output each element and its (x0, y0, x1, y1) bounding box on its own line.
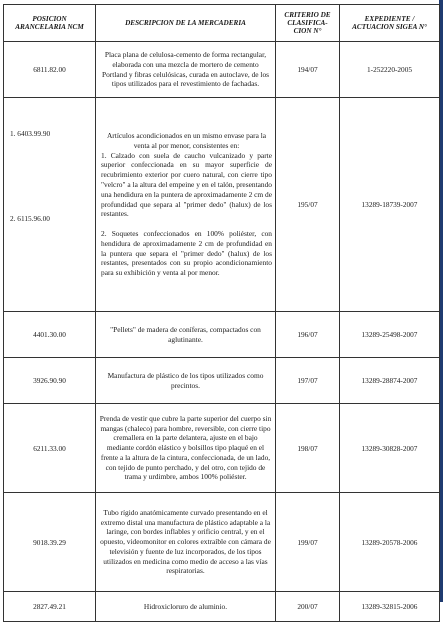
table-row (4, 312, 440, 358)
table-row (4, 98, 440, 312)
file-number: 13289-20578-2006 (340, 493, 440, 592)
header-expediente: EXPEDIENTE / ACTUACION SIGEA N° (340, 5, 440, 42)
table-row (4, 358, 440, 404)
table-row (4, 592, 440, 622)
ncm-code-item-2: 2. 6115.96.00 (10, 214, 50, 223)
criterion-number: 198/07 (276, 404, 340, 493)
ncm-code: 3926.90.90 (4, 358, 96, 404)
ncm-code: 2827.49.21 (4, 592, 96, 622)
table-row (4, 404, 440, 493)
ncm-codes (4, 98, 96, 312)
header-posicion: POSICION ARANCELARIA NCM (4, 5, 96, 42)
description: Tubo rígido anatómicamente curvado presentando en el extremo distal una manufactura de plástico adaptable a la laringe, con bordes inflables y orificio central, y en el opuesto, videomonitor en colores extraíble con cámara de televisión y fuente de luz incorporados, de los tipos utilizados en medicina como medio de acceso a las vías respiratorias. (96, 493, 276, 592)
description: Manufactura de plástico de los tipos utilizados como precintos. (96, 358, 276, 404)
file-number: 13289-28874-2007 (340, 358, 440, 404)
criterion-number: 199/07 (276, 493, 340, 592)
description: Hidroxicloruro de aluminio. (96, 592, 276, 622)
ncm-code: 9018.39.29 (4, 493, 96, 592)
criterion-number: 195/07 (276, 98, 340, 312)
description-item-2: 2. Soquetes confeccionados en 100% poliéster, con hendidura de aproximadamente 2 cm de profundidad en la puntera que separa el "primer dedo" (halux) de los restantes, presentados con su propio acondicionamiento para su exhibición y venta al por menor. (101, 229, 272, 278)
ncm-code: 6811.82.00 (4, 42, 96, 98)
ncm-code: 6211.33.00 (4, 404, 96, 493)
header-descripcion: DESCRIPCION DE LA MERCADERIA (96, 5, 276, 42)
table-row (4, 42, 440, 98)
table-header-row (4, 5, 440, 42)
ncm-code: 4401.30.00 (4, 312, 96, 358)
criterion-number: 194/07 (276, 42, 340, 98)
file-number: 13289-25498-2007 (340, 312, 440, 358)
description-intro: Artículos acondicionados en un mismo envase para la venta al por menor, consistentes en: (106, 130, 267, 150)
file-number: 13289-30828-2007 (340, 404, 440, 493)
merchandise-classification-table (3, 4, 440, 622)
ncm-code-item-1: 1. 6403.99.90 (10, 129, 51, 138)
criterion-number: 196/07 (276, 312, 340, 358)
description-item-1: 1. Calzado con suela de caucho vulcanizado y parte superior confeccionada en su mayor superficie de recubrimiento exterior por cuero natural, con cierre tipo "velcro" a la altura del empeine y en el talón, presentando una hendidura en la puntera de aproximadamente 2 cm de profundidad que separa al "primer dedo" (halux) de los restantes. (101, 150, 272, 219)
header-criterio: CRITERIO DE CLASIFICA-CION N° (276, 5, 340, 42)
description (96, 98, 276, 312)
criterion-number: 197/07 (276, 358, 340, 404)
description: "Pellets" de madera de coníferas, compactados con aglutinante. (96, 312, 276, 358)
file-number: 13289-32815-2006 (340, 592, 440, 622)
file-number: 1-252220-2005 (340, 42, 440, 98)
description: Placa plana de celulosa-cemento de forma rectangular, elaborada con una mezcla de mortero de cemento Portland y fibras celulósicas, curada en autoclave, de los tipos utilizados para el revestimiento de fachadas. (96, 42, 276, 98)
file-number: 13289-18739-2007 (340, 98, 440, 312)
criterion-number: 200/07 (276, 592, 340, 622)
table-row (4, 493, 440, 592)
description: Prenda de vestir que cubre la parte superior del cuerpo sin mangas (chaleco) para hombre, reversible, con cierre tipo cremallera en la parte delantera, ajuste en el bajo mediante cordón elástico y bolsillos tipo plaqué en el frente a la altura de la cintura, confeccionada, de un lado, con tejido de punto perchado, y del otro, con tejido de trama y urdimbre, ambos 100% poliéster. (96, 404, 276, 493)
